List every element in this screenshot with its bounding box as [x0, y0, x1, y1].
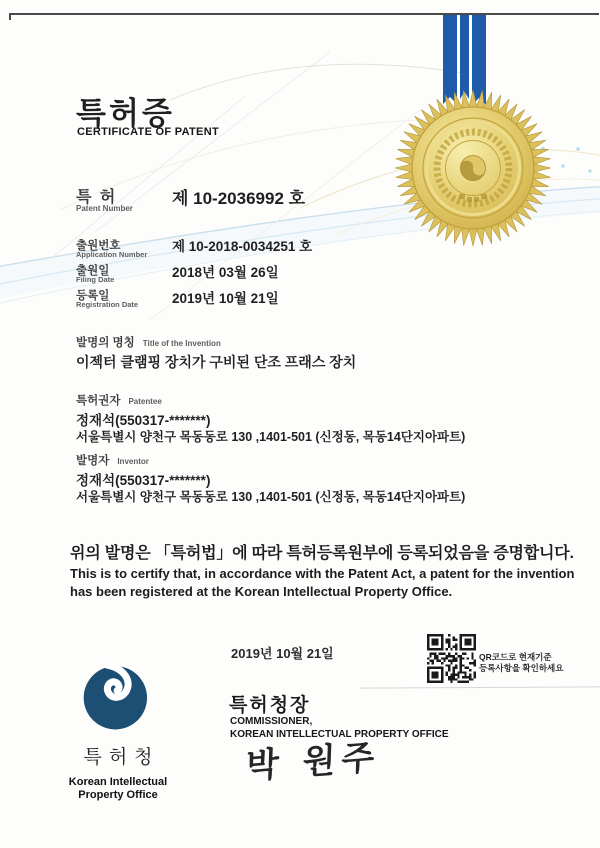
commissioner-title-english-line1: COMMISSIONER, — [230, 716, 313, 727]
patentee-label-ko: 특허권자 — [76, 395, 121, 407]
invention-title-label — [76, 334, 221, 350]
kipo-logo-text-english-line1: Korean Intellectual — [68, 776, 168, 788]
inventor-address: 서울특별시 양천구 목동동로 130 ,1401-501 (신정동, 목동14단지아파트) — [76, 490, 466, 504]
registration-date-label-ko: 등록일 — [76, 290, 110, 302]
patent-number-label-ko: 특 허 — [76, 189, 118, 206]
inventor-name: 정재석(550317-*******) — [76, 473, 211, 488]
commissioner-signature: 박 원주 — [245, 737, 381, 787]
patentee-label-en: Patentee — [128, 397, 162, 406]
invention-title-value: 이젝터 클램핑 장치가 구비된 단조 프래스 장치 — [76, 354, 357, 370]
kipo-logo-text-english — [40, 776, 196, 802]
certification-statement-korean: 위의 발명은 「특허법」에 따라 특허등록원부에 등록되었음을 증명합니다. — [70, 545, 574, 562]
inventor-label — [76, 452, 149, 468]
top-border-line — [9, 13, 599, 15]
qr-code — [427, 634, 476, 683]
ribbon-stripe-icon — [460, 15, 469, 99]
patent-number-value: 제 10-2036992 호 — [172, 189, 306, 208]
qr-note-line2: 등록사항을 확인하세요 — [479, 662, 564, 673]
application-number-label-ko: 출원번호 — [76, 240, 121, 252]
filing-date-label-en: Filing Date — [76, 275, 115, 284]
inventor-label-ko: 발명자 — [76, 455, 110, 467]
issue-date: 2019년 10월 21일 — [231, 646, 334, 661]
kipo-logo-text-korean: 특허청 — [83, 747, 160, 768]
certification-statement-english-line1: This is to certify that, in accordance with the Patent Act, a patent for the invention — [70, 566, 575, 581]
patent-number-label-en: Patent Number — [76, 204, 133, 213]
page-title-english: CERTIFICATE OF PATENT — [77, 126, 219, 138]
commissioner-title-korean: 특허청장 — [229, 695, 311, 716]
kipo-logo — [40, 652, 196, 802]
qr-note — [479, 652, 597, 673]
filing-date-label-ko: 출원일 — [76, 265, 110, 277]
qr-note-line1: QR코드로 현재기준 — [479, 652, 552, 662]
kipo-taegeuk-swirl-icon — [74, 652, 162, 740]
gold-seal-icon — [393, 88, 553, 248]
registration-date-label-en: Registration Date — [76, 300, 139, 309]
patentee-address: 서울특별시 양천구 목동동로 130 ,1401-501 (신정동, 목동14단지아파트) — [76, 430, 466, 444]
registration-date-value: 2019년 10월 21일 — [172, 291, 279, 306]
patentee-name: 정재석(550317-*******) — [76, 413, 211, 428]
page-title-korean: 특허증 — [76, 96, 175, 131]
invention-title-label-ko: 발명의 명칭 — [76, 337, 135, 349]
application-number-value: 제 10-2018-0034251 호 — [172, 239, 313, 254]
inventor-label-en: Inventor — [117, 457, 149, 466]
commissioner-title-english-line2: KOREAN INTELLECTUAL PROPERTY OFFICE — [230, 729, 449, 740]
certification-statement-english-line2: has been registered at the Korean Intellectual Property Office. — [70, 584, 453, 599]
top-border-tick — [9, 13, 11, 20]
kipo-logo-text-english-line2: Property Office — [78, 789, 158, 801]
invention-title-label-en: Title of the Invention — [142, 339, 221, 348]
filing-date-value: 2018년 03월 26일 — [172, 265, 279, 280]
application-number-label-en: Application Number — [76, 250, 148, 259]
patentee-label — [76, 392, 162, 408]
